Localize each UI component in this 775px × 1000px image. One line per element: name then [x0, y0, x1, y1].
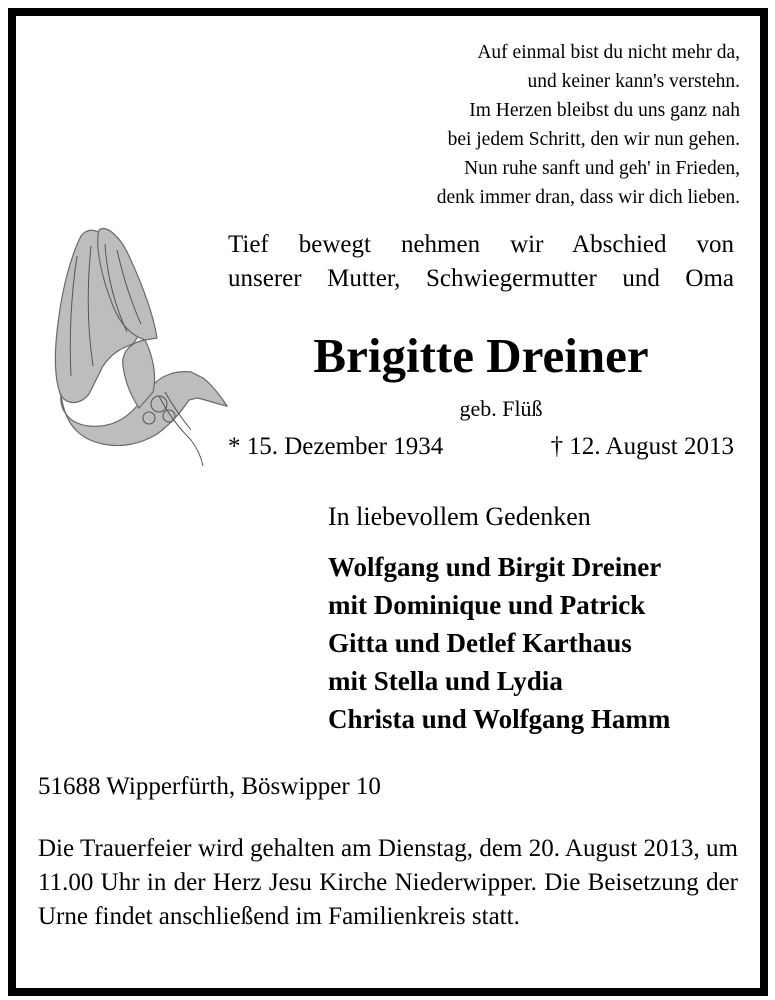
mourner-line: mit Stella und Lydia: [328, 666, 563, 696]
obituary-frame: [8, 8, 768, 996]
address: 51688 Wipperfürth, Böswipper 10: [38, 773, 381, 800]
mourner-line: Wolfgang und Birgit Dreiner: [328, 552, 662, 582]
mourner-line: mit Dominique und Patrick: [328, 590, 646, 620]
poem-line: denk immer dran, dass wir dich lieben.: [436, 187, 740, 208]
birth-name: geb. Flüß: [459, 396, 543, 421]
funeral-notice: Die Trauerfeier wird gehalten am Dienstag, dem 20. August 2013, um 11.00 Uhr in der Herz Jesu Kirche Niederwipper. Die Beisetzung der Urne findet anschließend im Familienkreis statt.: [38, 835, 738, 930]
intro-line: Tief bewegt nehmen wir Abschied von: [228, 231, 734, 258]
death-date: † 12. August 2013: [550, 433, 734, 460]
memory-text: In liebevollem Gedenken: [328, 502, 591, 531]
poem-line: Im Herzen bleibst du uns ganz nah: [469, 100, 740, 121]
mourner-line: Gitta und Detlef Karthaus: [328, 628, 632, 658]
poem-line: und keiner kann's verstehn.: [527, 71, 740, 92]
poem-line: Nun ruhe sanft und geh' in Frieden,: [464, 158, 740, 179]
poem-line: bei jedem Schritt, den wir nun gehen.: [447, 129, 740, 150]
intro-text: [228, 228, 734, 296]
praying-hands-icon: [41, 216, 231, 471]
mourners-list: [328, 548, 670, 738]
intro-line: unserer Mutter, Schwiegermutter und Oma: [228, 265, 734, 292]
mourner-line: Christa und Wolfgang Hamm: [328, 704, 671, 734]
poem: [320, 38, 740, 212]
deceased-name: Brigitte Dreiner: [313, 328, 649, 383]
birth-date: * 15. Dezember 1934: [228, 433, 444, 460]
poem-line: Auf einmal bist du nicht mehr da,: [477, 42, 740, 63]
